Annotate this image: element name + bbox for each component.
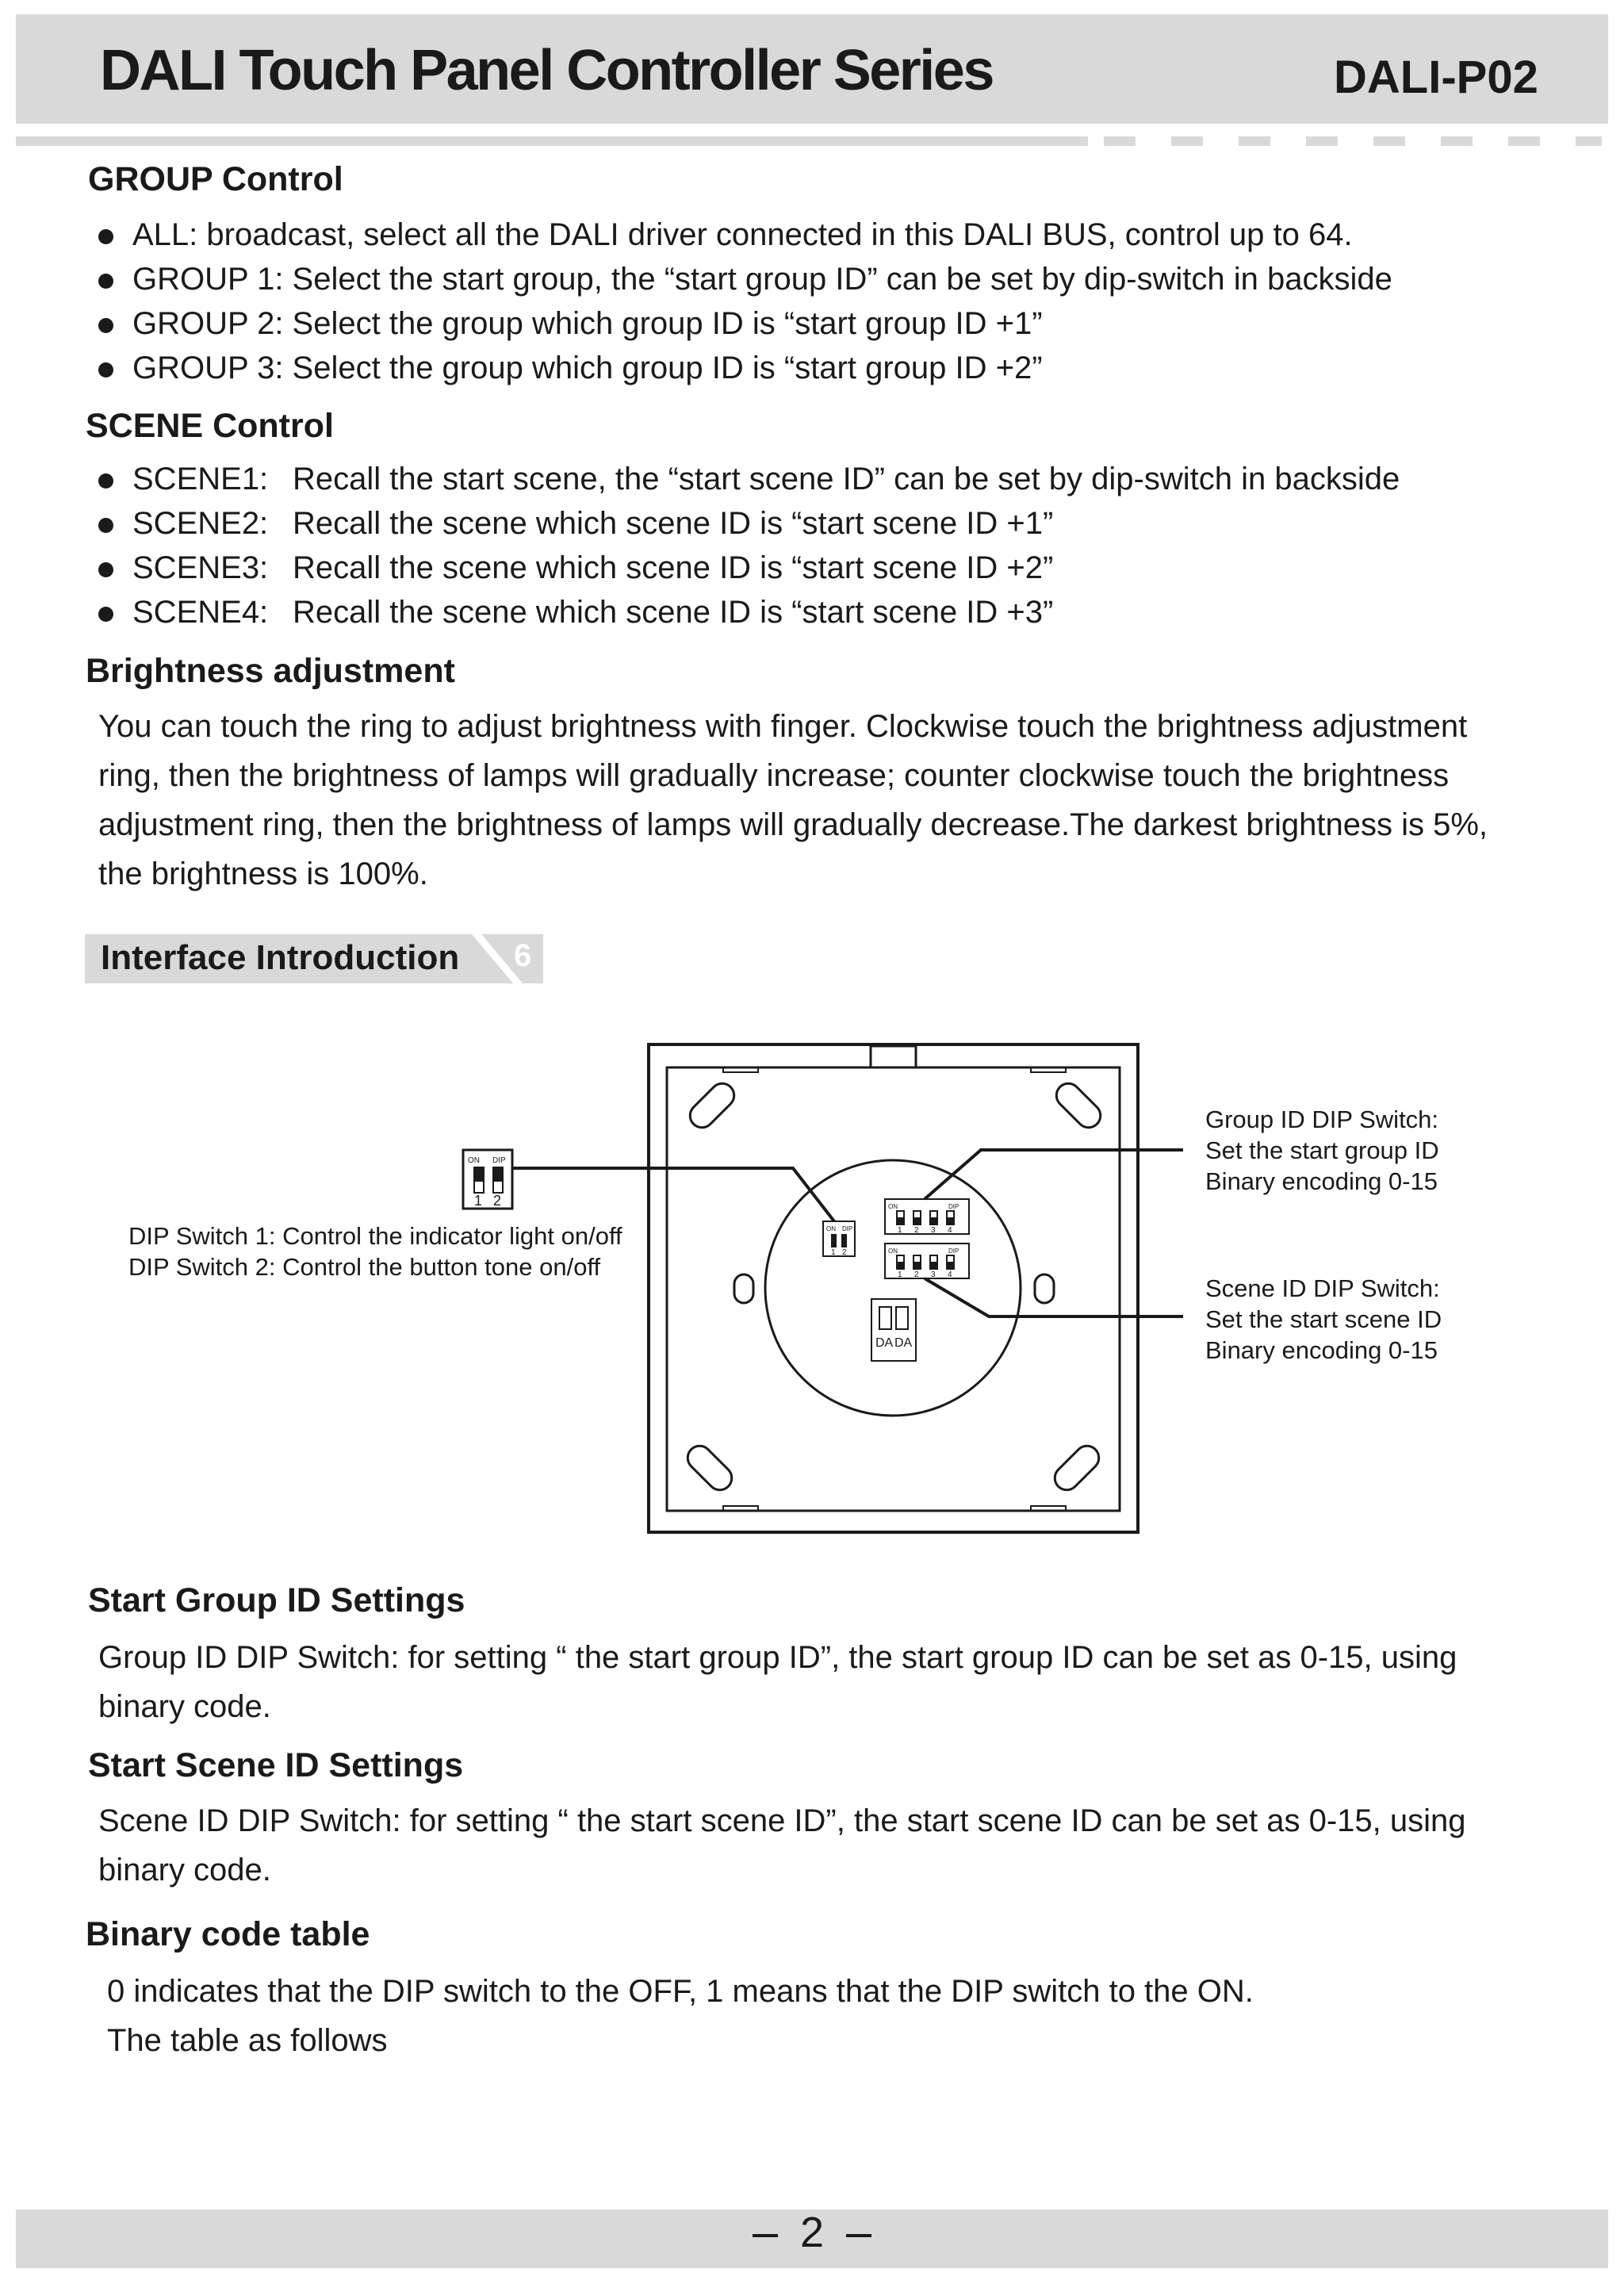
list-item	[97, 590, 1400, 634]
text-line: The table as follows	[107, 2023, 388, 2058]
internal-dip-dip-label: DIP	[842, 1225, 853, 1232]
scene-id: SCENE3:	[132, 550, 269, 585]
group-dip-number: 2	[914, 1226, 919, 1235]
start-group-heading: Start Group ID Settings	[88, 1581, 465, 1619]
start-scene-paragraph	[98, 1796, 1466, 1895]
dali-terminal	[871, 1299, 916, 1361]
document-title: DALI Touch Panel Controller Series	[100, 39, 993, 102]
group-dip-number: 1	[898, 1226, 902, 1235]
scene-dip-dip-label: DIP	[948, 1247, 959, 1255]
group-dip-on-label: ON	[888, 1203, 898, 1210]
header-rule-dash	[1576, 136, 1602, 146]
edge-tab	[1031, 1506, 1066, 1511]
scene-text: Recall the scene which scene ID is “start scene ID +3”	[293, 595, 1054, 630]
text-line: DIP Switch 1: Control the indicator light on/off	[128, 1222, 622, 1250]
edge-tab	[1031, 1067, 1066, 1072]
list-item	[97, 501, 1400, 546]
scene-id: SCENE2:	[132, 506, 269, 541]
text-line: Set the start scene ID	[1205, 1305, 1442, 1333]
group-dip-number: 4	[948, 1226, 952, 1235]
internal-dip-number-2: 2	[842, 1248, 847, 1257]
panel-outer-frame	[649, 1044, 1138, 1532]
mounting-slot	[1051, 1079, 1105, 1132]
group-leader-line	[925, 1150, 1183, 1199]
text-line: You can touch the ring to adjust brightness with finger. Clockwise touch the brightness adjustment	[98, 709, 1468, 744]
text-line: ring, then the brightness of lamps will gradually increase; counter clockwise touch the brightness	[98, 758, 1450, 793]
list-item: GROUP 1: Select the start group, the “start group ID” can be set by dip-switch in backside	[97, 257, 1392, 301]
dip-number-2: 2	[493, 1193, 502, 1209]
scene-id: SCENE1:	[132, 462, 269, 496]
header-rule-dash	[1373, 136, 1405, 146]
header-rule-dash	[1441, 136, 1473, 146]
brightness-paragraph	[98, 702, 1488, 899]
scene-dip-number: 3	[931, 1270, 936, 1279]
group-control-list	[97, 213, 1392, 390]
mounting-slot	[1050, 1441, 1104, 1495]
binary-table-paragraph	[107, 1967, 1254, 2065]
text-line: Group ID DIP Switch:	[1205, 1106, 1439, 1133]
page-number-dash	[753, 2234, 778, 2237]
mounting-slot	[685, 1079, 739, 1132]
header-rule-dash	[1508, 136, 1540, 146]
terminal-label: DA	[894, 1336, 913, 1350]
text-line: Group ID DIP Switch: for setting “ the start group ID”, the start group ID can be set as 0-15, using	[98, 1640, 1457, 1675]
text-line: DIP Switch 2: Control the button tone on/off	[128, 1253, 601, 1281]
panel-top-notch	[871, 1046, 916, 1067]
text-line: the brightness is 100%.	[98, 856, 428, 891]
model-number: DALI-P02	[1334, 52, 1538, 103]
group-dip-dip-label: DIP	[948, 1203, 959, 1210]
internal-dip-number-1: 1	[831, 1248, 836, 1257]
mounting-slot	[683, 1441, 737, 1495]
scene-dip-on-label: ON	[888, 1247, 898, 1255]
edge-tab	[723, 1506, 758, 1511]
text-line: binary code.	[98, 1853, 271, 1887]
scene-control-heading: SCENE Control	[86, 407, 334, 445]
brightness-heading: Brightness adjustment	[86, 652, 455, 690]
start-scene-heading: Start Scene ID Settings	[88, 1746, 464, 1784]
scene-dip-description	[1205, 1273, 1442, 1366]
header-rule-dash	[1306, 136, 1338, 146]
text-line: Scene ID DIP Switch: for setting “ the start scene ID”, the start scene ID can be set as 0-15, using	[98, 1803, 1466, 1838]
terminal-label: DA	[875, 1336, 894, 1350]
list-item	[97, 546, 1400, 590]
side-slot	[1035, 1274, 1054, 1303]
list-item: ALL: broadcast, select all the DALI driver connected in this DALI BUS, control up to 64.	[97, 213, 1392, 257]
dip-on-label: ON	[468, 1156, 480, 1165]
header-rule-dash	[1104, 136, 1136, 146]
scene-text: Recall the scene which scene ID is “start scene ID +2”	[293, 550, 1054, 585]
group-dip-number: 3	[931, 1226, 936, 1235]
dip-number-1: 1	[474, 1193, 483, 1209]
scene-dip-number: 4	[948, 1270, 952, 1279]
scene-control-list	[97, 457, 1400, 634]
side-slot	[734, 1274, 753, 1303]
text-line: Scene ID DIP Switch:	[1205, 1274, 1440, 1302]
binary-table-heading: Binary code table	[86, 1915, 370, 1953]
scene-text: Recall the start scene, the “start scene ID” can be set by dip-switch in backside	[293, 462, 1400, 496]
text-line: Binary encoding 0-15	[1205, 1336, 1438, 1364]
edge-tab	[723, 1067, 758, 1072]
text-line: Binary encoding 0-15	[1205, 1167, 1438, 1195]
list-item: GROUP 3: Select the group which group ID is “start group ID +2”	[97, 346, 1392, 390]
header-rule	[16, 136, 1088, 146]
scene-dip-number: 1	[898, 1270, 902, 1279]
start-group-paragraph	[98, 1633, 1457, 1731]
list-item	[97, 457, 1400, 501]
dip-leader-line	[512, 1168, 834, 1221]
scene-id: SCENE4:	[132, 595, 269, 630]
group-dip-description	[1205, 1104, 1439, 1197]
dip-switch-description	[128, 1221, 622, 1282]
scene-text: Recall the scene which scene ID is “start scene ID +1”	[293, 506, 1054, 541]
group-control-heading: GROUP Control	[88, 160, 343, 198]
header-rule-dash	[1239, 136, 1270, 146]
list-item: GROUP 2: Select the group which group ID is “start group ID +1”	[97, 301, 1392, 346]
dip-dip-label: DIP	[492, 1156, 506, 1165]
header-rule-dash	[1171, 136, 1203, 146]
text-line: adjustment ring, then the brightness of lamps will gradually decrease.The darkest brightness is 5%,	[98, 807, 1488, 842]
text-line: Set the start group ID	[1205, 1136, 1439, 1164]
internal-dip-on-label: ON	[826, 1225, 836, 1232]
page-number	[0, 2208, 1624, 2257]
section-tab-number: 6	[514, 938, 532, 973]
text-line: binary code.	[98, 1689, 271, 1724]
section-tab-label: Interface Introduction	[101, 938, 460, 977]
page-number-dash	[846, 2234, 871, 2237]
text-line: 0 indicates that the DIP switch to the OFF, 1 means that the DIP switch to the ON.	[107, 1974, 1254, 2009]
scene-dip-number: 2	[914, 1270, 919, 1279]
page-number-value: 2	[799, 2209, 825, 2256]
